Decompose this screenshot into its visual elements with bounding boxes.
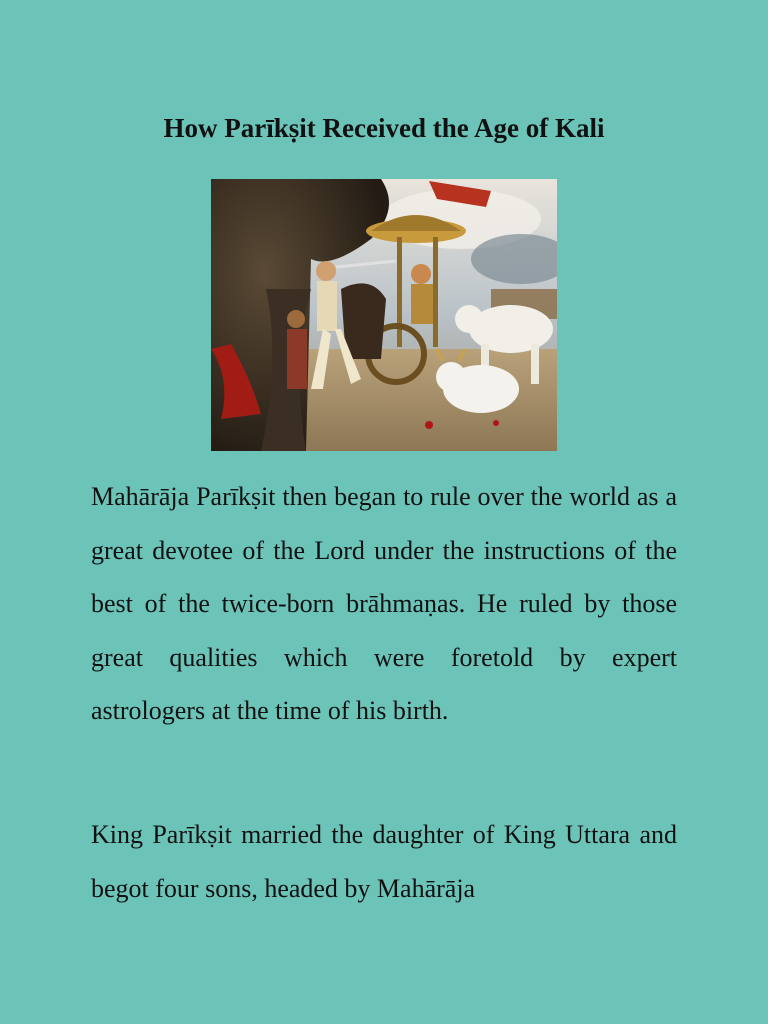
body-paragraph-2: King Parīkṣit married the daughter of King Uttara and begot four sons, headed by Mahārāja	[91, 820, 677, 903]
document-title: How Parīkṣit Received the Age of Kali	[163, 113, 605, 143]
illustration-image	[211, 179, 557, 451]
painting-graphic	[211, 179, 557, 451]
body-paragraph-1: Mahārāja Parīkṣit then began to rule over the world as a great devotee of the Lord under the instructions of the best of the twice-born brāhmaṇas. He ruled by those great qualities which were foretold by expert astrologers at the time of his birth.	[91, 482, 677, 726]
